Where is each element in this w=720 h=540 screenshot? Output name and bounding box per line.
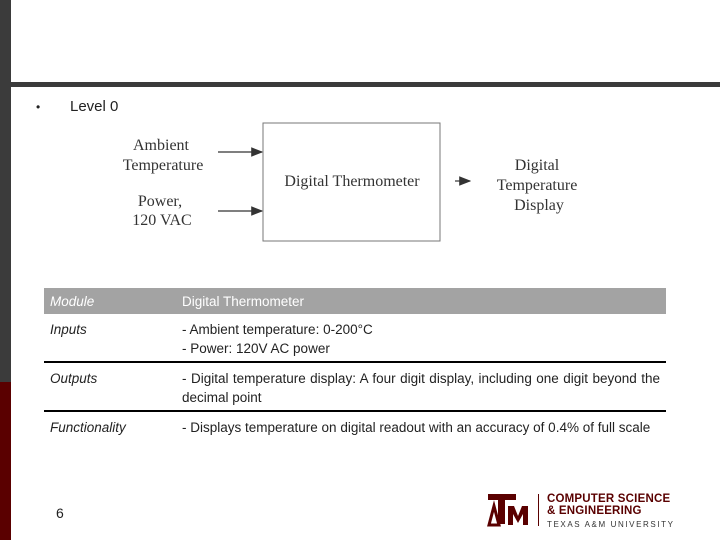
- row-label-inputs: Inputs: [44, 314, 176, 362]
- level0-diagram: [100, 118, 600, 248]
- table-row-outputs: [44, 362, 666, 411]
- table-row-functionality: [44, 411, 666, 440]
- input-line-1: - Ambient temperature: 0-200°C: [182, 322, 373, 337]
- input-ambient-label: Ambient Temperature: [122, 137, 204, 174]
- header-rule: [11, 82, 720, 87]
- row-label-functionality: Functionality: [50, 420, 126, 435]
- output-label: Digital Temperature Display: [496, 157, 578, 214]
- bullet-icon: •: [36, 99, 41, 114]
- left-accent-bar-bottom: [0, 382, 11, 540]
- left-accent-bar-top: [0, 0, 11, 382]
- bullet-text: Level 0: [70, 98, 119, 115]
- input-line-2: - Power: 120V AC power: [182, 341, 330, 356]
- row-value-inputs: [176, 314, 666, 362]
- table-header-row: [44, 288, 666, 314]
- logo-line-3: TEXAS A&M UNIVERSITY: [547, 520, 675, 529]
- logo-text: [547, 493, 675, 529]
- module-table: [44, 288, 666, 440]
- atm-logo-icon: [486, 492, 530, 528]
- box-label: Digital Thermometer: [284, 173, 420, 190]
- tamu-cse-logo: [486, 492, 690, 528]
- row-label-outputs: Outputs: [44, 362, 176, 411]
- logo-divider: [538, 494, 539, 526]
- input-power-label: Power, 120 VAC: [132, 193, 192, 229]
- row-value-outputs: - Digital temperature display: A four digit display, including one digit beyond the decimal point: [176, 362, 666, 411]
- logo-line-2: & ENGINEERING: [547, 505, 642, 517]
- row-value-functionality: - Displays temperature on digital readout with an accuracy of 0.4% of full scale: [182, 420, 651, 435]
- header-module-value: Digital Thermometer: [176, 288, 666, 314]
- header-module-label: Module: [44, 288, 176, 314]
- table-row-inputs: [44, 314, 666, 362]
- page-number: 6: [56, 505, 64, 521]
- logo-line-1: COMPUTER SCIENCE: [547, 493, 671, 505]
- bullet-item: [36, 98, 118, 115]
